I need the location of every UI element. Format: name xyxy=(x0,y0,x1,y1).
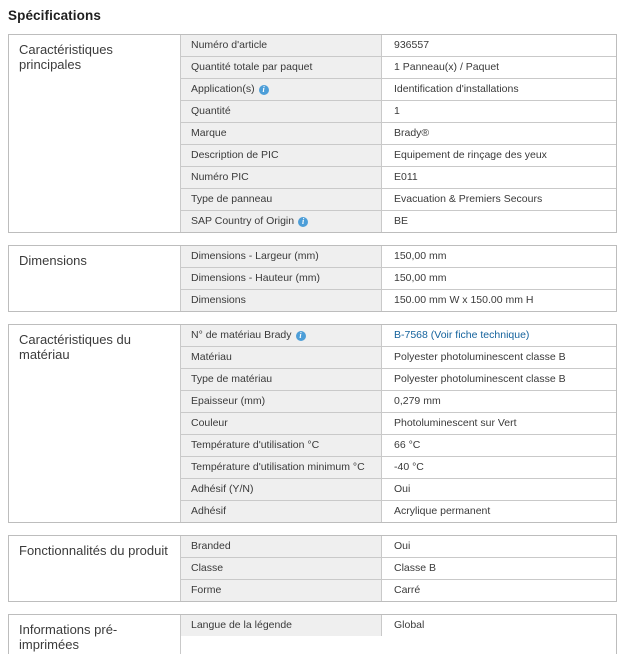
row-label xyxy=(181,57,382,78)
table-row xyxy=(181,369,616,391)
section-rows xyxy=(181,615,616,654)
table-row xyxy=(181,145,616,167)
section-rows xyxy=(181,536,616,601)
row-value: 150,00 mm xyxy=(382,246,616,267)
row-label-text: Numéro PIC xyxy=(191,171,249,183)
row-value: -40 °C xyxy=(382,457,616,478)
row-label xyxy=(181,167,382,188)
row-label xyxy=(181,290,382,311)
section-title: Caractéristiques principales xyxy=(9,35,181,232)
row-label xyxy=(181,123,382,144)
table-row xyxy=(181,189,616,211)
row-label-text: Adhésif (Y/N) xyxy=(191,483,254,495)
info-icon[interactable]: i xyxy=(296,331,306,341)
row-value: 1 Panneau(x) / Paquet xyxy=(382,57,616,78)
section-rows xyxy=(181,325,616,522)
row-label-text: Classe xyxy=(191,562,224,574)
info-icon[interactable]: i xyxy=(259,85,269,95)
table-row xyxy=(181,101,616,123)
page-title: Spécifications xyxy=(8,8,101,23)
row-label xyxy=(181,457,382,478)
row-label xyxy=(181,391,382,412)
row-label xyxy=(181,325,382,346)
row-label-text: Quantité xyxy=(191,105,231,117)
table-row xyxy=(181,536,616,558)
row-label-text: Dimensions - Largeur (mm) xyxy=(191,250,319,262)
row-label-text: Marque xyxy=(191,127,227,139)
row-label-text: Forme xyxy=(191,584,222,596)
row-label xyxy=(181,189,382,210)
row-label-text: Branded xyxy=(191,540,231,552)
row-label-text: Application(s) xyxy=(191,83,255,95)
spec-section xyxy=(8,324,617,523)
table-row xyxy=(181,211,616,232)
table-row xyxy=(181,347,616,369)
row-value: Polyester photoluminescent classe B xyxy=(382,347,616,368)
section-rows xyxy=(181,35,616,232)
section-title: Dimensions xyxy=(9,246,181,311)
section-title: Informations pré-imprimées xyxy=(9,615,181,654)
row-value: BE xyxy=(382,211,616,232)
row-label-text: Numéro d'article xyxy=(191,39,268,51)
row-label-text: Adhésif xyxy=(191,505,227,517)
row-label xyxy=(181,615,382,636)
row-label xyxy=(181,145,382,166)
table-row xyxy=(181,123,616,145)
row-label-text: Quantité totale par paquet xyxy=(191,61,313,73)
row-label-text: Type de panneau xyxy=(191,193,273,205)
table-row xyxy=(181,457,616,479)
row-value[interactable]: B-7568 (Voir fiche technique) xyxy=(382,325,616,346)
row-label-text: Description de PIC xyxy=(191,149,279,161)
row-label xyxy=(181,413,382,434)
table-row xyxy=(181,580,616,601)
row-label xyxy=(181,558,382,579)
row-value: Acrylique permanent xyxy=(382,501,616,522)
row-value: Equipement de rinçage des yeux xyxy=(382,145,616,166)
table-row xyxy=(181,290,616,311)
row-label-text: Matériau xyxy=(191,351,232,363)
section-title: Caractéristiques du matériau xyxy=(9,325,181,522)
section-rows xyxy=(181,246,616,311)
table-row xyxy=(181,501,616,522)
row-label-text: Couleur xyxy=(191,417,228,429)
row-label-text: N° de matériau Brady xyxy=(191,329,292,341)
row-value: Photoluminescent sur Vert xyxy=(382,413,616,434)
table-row xyxy=(181,435,616,457)
spec-section xyxy=(8,535,617,602)
table-row xyxy=(181,325,616,347)
row-label xyxy=(181,435,382,456)
sections-container xyxy=(8,34,617,654)
table-row xyxy=(181,167,616,189)
row-label xyxy=(181,580,382,601)
row-label-text: Température d'utilisation minimum °C xyxy=(191,461,365,473)
row-label xyxy=(181,536,382,557)
row-label xyxy=(181,79,382,100)
row-value: Global xyxy=(382,615,616,636)
row-value: Classe B xyxy=(382,558,616,579)
row-label-text: SAP Country of Origin xyxy=(191,215,295,227)
row-label xyxy=(181,501,382,522)
table-row xyxy=(181,57,616,79)
row-value: 936557 xyxy=(382,35,616,56)
row-value: E011 xyxy=(382,167,616,188)
row-label xyxy=(181,479,382,500)
row-label xyxy=(181,211,382,232)
table-row xyxy=(181,479,616,501)
row-label-text: Type de matériau xyxy=(191,373,273,385)
row-value: Polyester photoluminescent classe B xyxy=(382,369,616,390)
row-label xyxy=(181,101,382,122)
table-row xyxy=(181,268,616,290)
row-value: Carré xyxy=(382,580,616,601)
table-row xyxy=(181,413,616,435)
row-value: 150,00 mm xyxy=(382,268,616,289)
table-row xyxy=(181,391,616,413)
row-value: Oui xyxy=(382,536,616,557)
row-label-text: Langue de la légende xyxy=(191,619,293,631)
row-label xyxy=(181,369,382,390)
row-value: Evacuation & Premiers Secours xyxy=(382,189,616,210)
row-label-text: Dimensions xyxy=(191,294,246,306)
row-value: 0,279 mm xyxy=(382,391,616,412)
table-row xyxy=(181,35,616,57)
row-label xyxy=(181,35,382,56)
row-label-text: Température d'utilisation °C xyxy=(191,439,320,451)
row-label-text: Epaisseur (mm) xyxy=(191,395,266,407)
table-row xyxy=(181,79,616,101)
row-value: Identification d'installations xyxy=(382,79,616,100)
table-row xyxy=(181,246,616,268)
row-value: 150.00 mm W x 150.00 mm H xyxy=(382,290,616,311)
table-row xyxy=(181,615,616,636)
table-row xyxy=(181,558,616,580)
row-value: Oui xyxy=(382,479,616,500)
info-icon[interactable]: i xyxy=(298,217,308,227)
row-label xyxy=(181,246,382,267)
spec-section xyxy=(8,245,617,312)
row-label-text: Dimensions - Hauteur (mm) xyxy=(191,272,320,284)
row-value: 66 °C xyxy=(382,435,616,456)
row-value: 1 xyxy=(382,101,616,122)
section-title: Fonctionnalités du produit xyxy=(9,536,181,601)
spec-section xyxy=(8,614,617,654)
spec-section xyxy=(8,34,617,233)
row-label xyxy=(181,347,382,368)
row-label xyxy=(181,268,382,289)
row-value: Brady® xyxy=(382,123,616,144)
